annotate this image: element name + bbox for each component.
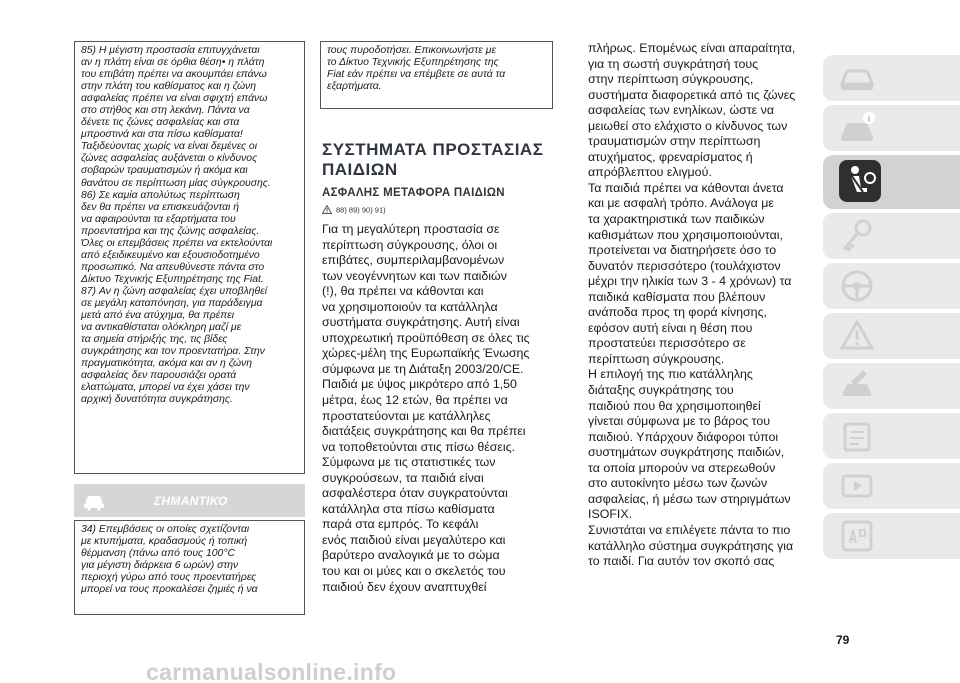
- car-info-icon: [837, 108, 877, 148]
- technical-data-icon: [837, 416, 877, 456]
- middle-body-text: Για τη μεγαλύτερη προστασία σε περίπτωση σύγκρουσης, όλοι οι επιβάτες, συμπεριλαμβανομένων των νεογέννητων και των παιδιών (!), θα πρέπει να κάθονται και να χρησιμοποιούν τα κατάλληλα συστήματα συγκράτησης. Αυτή είναι υποχρεωτική προϋπόθεση σε όλες τις χώρες-μέλη της Ευρωπαϊκής Ένωσης σύμφωνα με τη Διάταξη 2003/20/CE. Παιδιά με ύψος μικρότερο από 1,50 μέτρα, έως 12 ετών, θα πρέπει να προστατεύονται με κατάλληλες διατάξεις συγκράτησης και θα πρέπει να τοποθετούνται στις πίσω θέσεις. Σύμφωνα με τις στατιστικές των συγκρούσεων, τα παιδιά είναι ασφαλέστερα όταν συγκρατούνται κατάλληλα στα πίσω καθίσματα παρά στα εμπρός. Το κεφάλι ενός παιδιού είναι μεγαλύτερο και βαρύτερο αναλογικά με το σώμα του και οι μύες και ο σκελετός του παιδιού δεν έχουν αναπτυχθεί: [322, 222, 530, 594]
- tab-index[interactable]: [823, 513, 960, 559]
- watermark: carmanualsonline.info: [146, 659, 397, 683]
- alphabetical-index-icon: [837, 516, 877, 556]
- warning-triangle-icon: [322, 205, 332, 216]
- tab-servicing[interactable]: [823, 363, 960, 409]
- tab-emergency[interactable]: [823, 313, 960, 359]
- section-title: ΣΥΣΤΗΜΑΤΑ ΠΡΟΣΤΑΣΙΑΣ ΠΑΙΔΙΩΝ: [322, 140, 544, 179]
- tab-display[interactable]: [823, 263, 960, 309]
- tab-safety[interactable]: [823, 155, 960, 209]
- multimedia-icon: [837, 466, 877, 506]
- continued-note-box: [320, 41, 553, 109]
- seat-safety-icon: [837, 158, 883, 204]
- important-note-label: ΣΗΜΑΝΤΙΚΟ: [154, 494, 228, 508]
- important-note-header: [74, 484, 305, 517]
- subsection-title: ΑΣΦΑΛΗΣ ΜΕΤΑΦΟΡΑ ΠΑΙΔΙΩΝ: [322, 187, 505, 199]
- steering-wheel-icon: [837, 266, 877, 306]
- wrench-car-icon: [837, 366, 877, 406]
- warning-triangle-icon: [837, 316, 877, 356]
- car-dashboard-icon: [837, 58, 877, 98]
- reference-numbers: 88) 89) 90) 91): [336, 205, 386, 215]
- tab-dashboard[interactable]: [823, 55, 960, 101]
- tab-technical-data[interactable]: [823, 413, 960, 459]
- warning-notes-text: 85) Η μέγιστη προστασία επιτυγχάνεται αν η πλάτη είναι σε όρθια θέση• η πλάτη του επιβάτη πρέπει να ακουμπάει επάνω στην πλάτη του καθίσματος και η ζώνη ασφαλείας πρέπει να είναι σφιχτή επάνω στο στήθος και στη λεκάνη. Πάντα να δένετε τις ζώνες ασφαλείας και στα μπροστινά και στα πίσω καθίσματα! Ταξιδεύοντας χωρίς να είναι δεμένες οι ζώνες ασφαλείας αυξάνεται ο κίνδυνος σοβαρών τραυματισμών ή ακόμα και θανάτου σε περίπτωση μίας σύγκρουσης. 86) Σε καμία απολύτως περίπτωση δεν θα πρέπει να επισκευάζονται ή να αφαιρούνται τα εξαρτήματα του προεντατήρα και της ζώνης ασφαλείας. Όλες οι επεμβάσεις πρέπει να εκτελούνται από εξειδικευμένο και εξουσιοδοτημένο προσωπικό. Να απευθύνεστε πάντα στο Δίκτυο Τεχνικής Εξυπηρέτησης της Fiat. 87) Αν η ζώνη ασφαλείας έχει υποβληθεί σε μεγάλη καταπόνηση, για παράδειγμα μετά από ένα ατύχημα, θα πρέπει να αντικαθίσταται ολόκληρη μαζί με τα σημεία στήριξής της, τις βίδες συγκράτησης και τον προεντατήρα. Στην πραγματικότητα, ακόμα και αν η ζώνη ασφαλείας δεν παρουσιάζει ορατά ελαττώματα, μπορεί να έχει χάσει την αρχική δυνατότητα συγκράτησης.: [81, 45, 273, 406]
- tab-starting-driving[interactable]: [823, 213, 960, 259]
- important-note-box: [74, 520, 305, 615]
- tab-knowing-your-car[interactable]: [823, 105, 960, 151]
- right-body-text: πλήρως. Επομένως είναι απαραίτητα, για τη σωστή συγκράτησή τους στην περίπτωση σύγκρουσης, συστήματα διαφορετικά από τις ζώνες ασφαλείας των ενηλίκων, ώστε να μειωθεί στο ελάχιστο ο κίνδυνος των τραυματισμών στην περίπτωση ατυχήματος, φρεναρίσματος ή απρόβλεπτου ελιγμού. Τα παιδιά πρέπει να κάθονται άνετα και με ασφαλή τρόπο. Ανάλογα με τα χαρακτηριστικά των παιδικών καθισμάτων που χρησιμοποιούνται, προτείνεται να διατηρήσετε όσο το δυνατόν περισσότερο (τουλάχιστον μέχρι την ηλικία των 3 - 4 χρόνων) τα παιδικά καθίσματα που βλέπουν ανάποδα προς τη φορά κίνησης, εφόσον αυτή είναι η θέση που προστατεύει περισσότερο σε περίπτωση σύγκρουσης. Η επιλογή της πιο κατάλληλης διάταξης συγκράτησης του παιδιού που θα χρησιμοποιηθεί γίνεται σύμφωνα με το βάρος του παιδιού. Υπάρχουν διάφοροι τύποι συστημάτων συγκράτησης παιδιών, τα οποία μπορούν να στερεωθούν στο αυτοκίνητο μέσω των ζωνών ασφαλείας, ή μέσω των στηριγμάτων ISOFIX. Συνιστάται να επιλέγετε πάντα το πιο κατάλληλο σύστημα συγκράτησης για το παιδί. Για αυτόν τον σκοπό σας: [588, 41, 796, 569]
- continued-note-text: τους πυροδοτήσει. Επικοινωνήστε με το Δίκτυο Τεχνικής Εξυπηρέτησης της Fiat εάν πρέπει να επέμβετε σε αυτά τα εξαρτήματα.: [327, 45, 506, 93]
- warning-notes-box: [74, 41, 305, 474]
- important-note-text: 34) Επεμβάσεις οι οποίες σχετίζονται με κτυπήματα, κραδασμούς ή τοπική θέρμανση (πάνω από τους 100°C για μέγιστη διάρκεια 6 ωρών) στην περιοχή γύρω από τους προεντατήρες μπορεί να τους προκαλέσει ζημιές ή να: [81, 524, 258, 596]
- tab-multimedia[interactable]: [823, 463, 960, 509]
- car-damage-icon: [82, 491, 106, 516]
- ignition-key-icon: [837, 216, 877, 256]
- warning-references: [322, 205, 386, 216]
- page-number: 79: [836, 633, 850, 647]
